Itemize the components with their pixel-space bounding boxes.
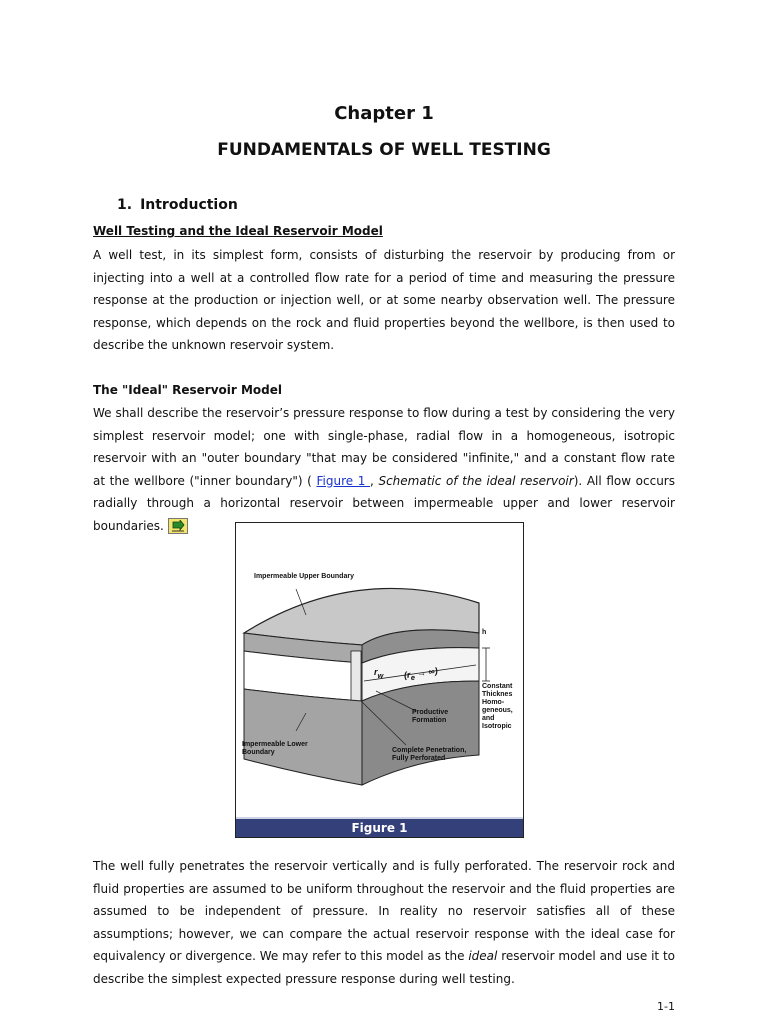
label-re-open: (r xyxy=(403,669,412,681)
para2-text-1: We shall describe the reservoir’s pressure response to flow during a test by considering the very simplest reservoir model; one with single-phase, radial flow in a homogeneous, isotropic reservoir with an "outer boundary "that may be considered "infinite," and a constant flow rate at the wellbore ("inner boundary") ( xyxy=(93,406,675,488)
label-rw-r: r xyxy=(374,667,378,677)
subsection-heading-well-testing: Well Testing and the Ideal Reservoir Model xyxy=(93,224,383,238)
figure-1 xyxy=(235,522,524,838)
subsection-heading-ideal-model: The "Ideal" Reservoir Model xyxy=(93,383,283,397)
para3-text-1: The well fully penetrates the reservoir vertically and is fully perforated. The reservoir rock and fluid properties are assumed to be uniform throughout the reservoir and the fluid properties are assumed to be independent of pressure. In reality no reservoir satisfies all of these assumptions; however, we can compare the actual reservoir response with the ideal case for equivalency or divergence. We may refer to this model as the xyxy=(93,859,675,963)
label-rw-sub: w xyxy=(377,670,384,680)
label-upper-boundary: Impermeable Upper Boundary xyxy=(254,573,354,580)
section-number: 1. xyxy=(117,197,133,213)
assumptions-paragraph xyxy=(93,855,675,990)
figure-reference-title: Schematic of the ideal reservoir xyxy=(378,473,574,488)
page-number: 1-1 xyxy=(657,1000,675,1013)
intro-paragraph: A well test, in its simplest form, consists of disturbing the reservoir by producing from or injecting into a well at a controlled flow rate for a period of time and measuring the pressure response at the production or injection well, or at some nearby observation well. The pressure response, which depends on the rock and fluid properties beyond the wellbore, is then used to describe the unknown reservoir system. xyxy=(93,248,675,352)
label-lower-boundary: Impermeable Lower Boundary xyxy=(242,741,308,756)
section-heading xyxy=(117,197,238,213)
figure-caption: Figure 1 xyxy=(236,817,523,837)
label-productive-formation: Productive Formation xyxy=(412,709,449,724)
para3-text-2: reservoir model and use it to describe the simplest expected pressure response during well testing. xyxy=(93,949,675,986)
label-re-tail: → ∞) xyxy=(413,665,439,679)
para3-italic: ideal xyxy=(468,949,498,963)
page-title: FUNDAMENTALS OF WELL TESTING xyxy=(217,140,551,160)
para2-text-2: ). All flow occurs radially through a horizontal reservoir between impermeable upper and lower reservoir boundaries. xyxy=(93,473,675,533)
ideal-model-paragraph xyxy=(93,402,675,537)
go-to-icon[interactable] xyxy=(168,518,188,534)
chapter-heading: Chapter 1 xyxy=(334,103,434,124)
label-complete-penetration: Complete Penetration, Fully Perforated xyxy=(392,747,467,762)
label-constant-thickness: Constant Thicknes Homo- geneous, and Isotropic xyxy=(482,683,513,730)
label-re-sub: e xyxy=(410,672,416,683)
para2-sep: , xyxy=(370,473,379,488)
figure-1-link[interactable]: Figure 1 xyxy=(316,473,371,488)
label-h: h xyxy=(482,629,487,636)
label-rw xyxy=(374,668,383,680)
section-title: Introduction xyxy=(140,197,238,213)
